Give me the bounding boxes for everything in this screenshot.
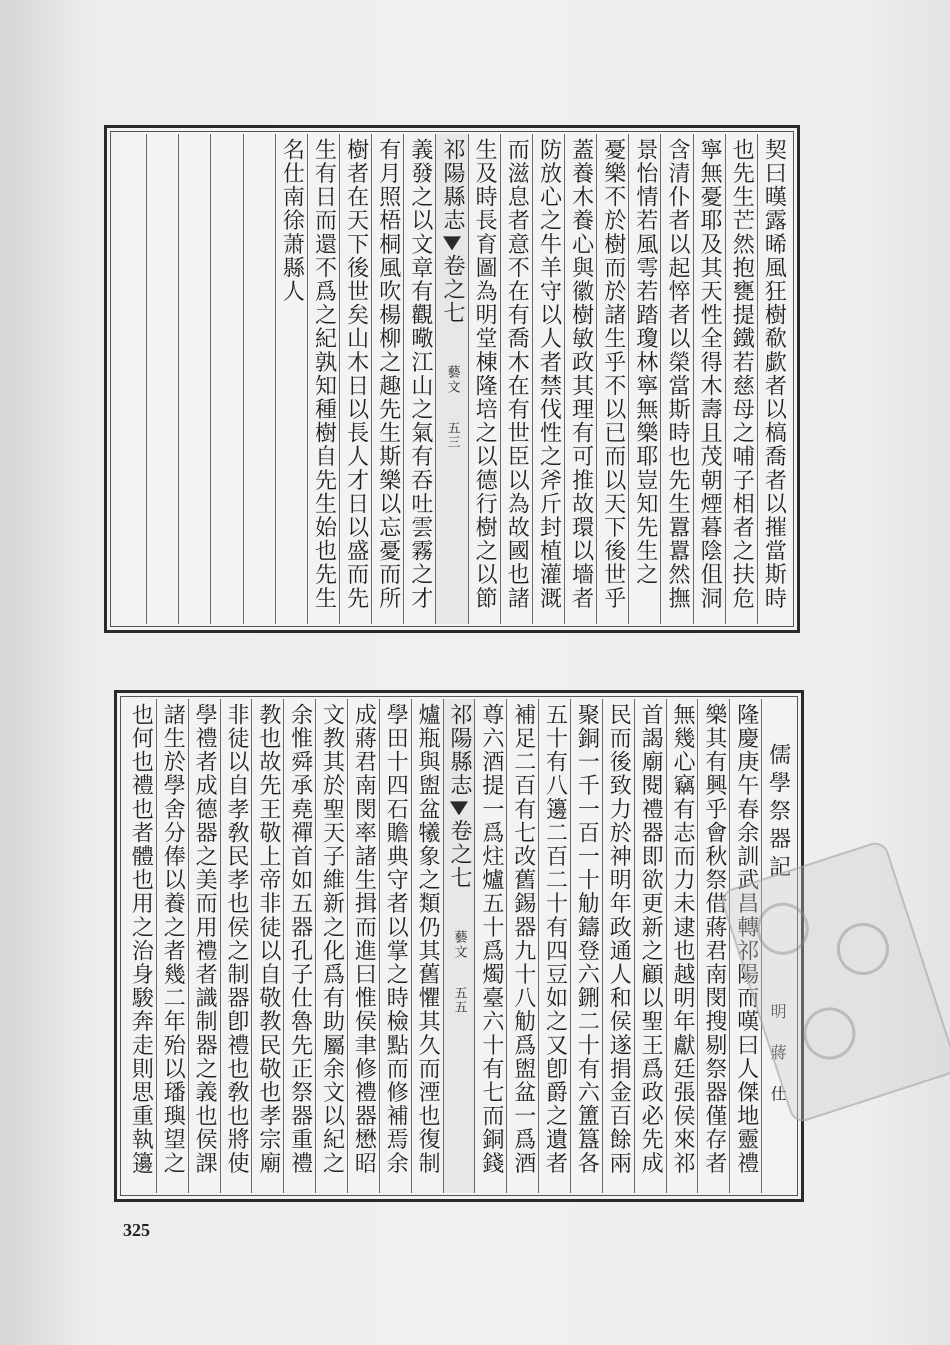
blank-column <box>115 134 146 624</box>
column-text: 也何也禮也者體也用之治身駿奔走則思重執籩 <box>128 703 154 1175</box>
text-column <box>474 699 506 1193</box>
text-column <box>602 699 634 1193</box>
column-text: 防放心之牛羊守以人者禁伐性之斧斤封植灌溉 <box>536 138 562 610</box>
column-text: 景怡情若風雩若踏瓊林寧無樂耶豈知先生之 <box>632 138 658 587</box>
seal-glyph-icon <box>830 916 896 982</box>
column-text: 成蔣君南閔率諸生揖而進曰惟侯聿修禮器懋昭 <box>351 703 377 1175</box>
blank-column <box>243 134 275 624</box>
text-column <box>757 134 789 624</box>
text-column <box>347 699 379 1193</box>
text-column <box>283 699 315 1193</box>
text-column <box>468 134 500 624</box>
leaf-number: 五五 <box>451 986 467 1015</box>
column-text: 諸生於學舍分俸以養之者幾二年殆以璠璵望之 <box>160 703 186 1175</box>
section-label: 藝文 <box>444 365 460 396</box>
text-column <box>570 699 602 1193</box>
text-column <box>725 134 757 624</box>
column-text: 義發之以文章有觀曔江山之氣有吞吐雲霧之才 <box>407 138 433 610</box>
gazetteer-title: 祁陽縣志 <box>446 703 472 798</box>
column-text: 民而後致力於神明年政通人和侯遂捐金百餘兩 <box>606 703 632 1175</box>
column-text: 名仕南徐萧縣人 <box>279 138 305 304</box>
text-column <box>403 134 435 624</box>
column-text: 樹者在天下後世矣山木日以長人才日以盛而先 <box>343 138 369 610</box>
page-edge-shadow <box>0 0 100 1345</box>
section-label: 藝文 <box>451 930 467 961</box>
column-text: 教也故先王敬上帝非徒以自敬教民敬也孝宗廟 <box>255 703 281 1175</box>
essay-author: 明 蔣 仕 <box>768 1003 788 1112</box>
column-text: 爐瓶與盥盆犧象之類仍其舊懼其久而湮也復制 <box>415 703 441 1175</box>
column-text: 無幾心竊有志而力未逮也越明年獻廷張侯來祁 <box>669 703 695 1175</box>
text-column <box>307 134 339 624</box>
seal-glyph-icon <box>797 1001 863 1067</box>
text-column <box>339 134 371 624</box>
text-column <box>693 134 725 624</box>
fish-tail-mark-icon <box>443 236 461 250</box>
column-text: 契曰暵露晞風狂樹欷歔者以槁喬者以摧當斯時 <box>761 138 787 610</box>
blank-column <box>210 134 242 624</box>
upper-text-columns <box>115 134 789 624</box>
column-text: 余惟舜承堯禪首如五器孔子仕魯先正祭器重禮 <box>287 703 313 1175</box>
text-column <box>538 699 570 1193</box>
column-text: 有月照梧桐風吹楊柳之趣先生斯樂以忘憂而所 <box>375 138 401 610</box>
column-text: 生有日而還不爲之紀孰知種樹自先生始也先生 <box>311 138 337 610</box>
blank-column <box>178 134 210 624</box>
text-column <box>660 134 692 624</box>
text-column <box>697 699 729 1193</box>
column-text: 而滋息者意不在有喬木在有世臣以為故國也諸 <box>504 138 530 610</box>
page-number: 325 <box>123 1220 150 1240</box>
text-column <box>634 699 666 1193</box>
text-column <box>188 699 220 1193</box>
fish-tail-mark-icon <box>450 801 468 815</box>
column-text: 文教其於聖天子維新之化爲有助屬余文以紀之 <box>319 703 345 1175</box>
text-column <box>500 134 532 624</box>
center-gutter <box>435 134 467 624</box>
column-text: 五十有八籩二百二十有四豆如之又卽爵之遺者 <box>542 703 568 1175</box>
column-text: 學田十四石贍典守者以掌之時檢點而修補焉余 <box>383 703 409 1175</box>
text-column <box>379 699 411 1193</box>
leaf-number: 五三 <box>444 421 460 450</box>
text-column <box>251 699 283 1193</box>
text-column <box>275 134 307 624</box>
column-text: 補足二百有七改舊錫器九十八觔爲盥盆一爲酒 <box>510 703 536 1175</box>
column-text: 首謁廟閱禮器即欲更新之顧以聖王爲政必先成 <box>638 703 664 1175</box>
upper-leaf-panel <box>104 125 800 633</box>
text-column <box>411 699 443 1193</box>
text-column <box>315 699 347 1193</box>
column-text: 聚銅一千一百一十觔鑄登六鉶二十有六簠簋各 <box>574 703 600 1175</box>
column-text: 含清仆者以起悴者以榮當斯時也先生囂囂然撫 <box>665 138 690 610</box>
column-text: 蓋養木養心與徽樹敏政其理有可推故環以墻者 <box>568 138 594 610</box>
column-text: 尊六酒提一爲炷爐五十爲燭臺六十有七而銅錢 <box>478 703 504 1175</box>
volume-label: 卷之七 <box>440 254 466 326</box>
lower-text-columns <box>125 699 793 1193</box>
center-gutter <box>443 699 475 1193</box>
column-text: 生及時長育圖為明堂棟隆培之以德行樹之以節 <box>472 138 498 610</box>
column-text: 隆慶庚午春余訓武昌轉祁陽而嘆曰人傑地靈禮 <box>733 703 759 1175</box>
text-column <box>506 699 538 1193</box>
volume-label: 卷之七 <box>446 819 472 891</box>
text-column <box>666 699 698 1193</box>
column-text: 非徒以自孝敎民孝也侯之制器卽禮也敎也將使 <box>223 703 249 1175</box>
column-text: 憂樂不於樹而於諸生乎不以已而以天下後世乎 <box>600 138 626 610</box>
column-text: 也先生芒然抱甕提鐵若慈母之哺子相者之扶危 <box>729 138 755 610</box>
text-column <box>596 134 628 624</box>
text-column <box>371 134 403 624</box>
gazetteer-title: 祁陽縣志 <box>440 138 466 233</box>
blank-column <box>146 134 178 624</box>
column-text: 樂其有興乎會秋祭借蔣君南閔搜剔祭器僅存者 <box>701 703 727 1175</box>
text-column <box>564 134 596 624</box>
column-text: 寧無憂耶及其天性全得木壽且茂朝煙暮陰伹洞 <box>697 138 723 610</box>
seal-glyph-icon <box>750 896 816 962</box>
text-column <box>532 134 564 624</box>
column-text: 學禮者成德器之美而用禮者識制器之義也侯課 <box>192 703 218 1175</box>
text-column <box>220 699 252 1193</box>
text-column <box>628 134 660 624</box>
text-column <box>156 699 188 1193</box>
lower-leaf-panel <box>114 690 804 1202</box>
essay-title: 儒學祭器記 <box>765 743 791 883</box>
text-column <box>125 699 156 1193</box>
